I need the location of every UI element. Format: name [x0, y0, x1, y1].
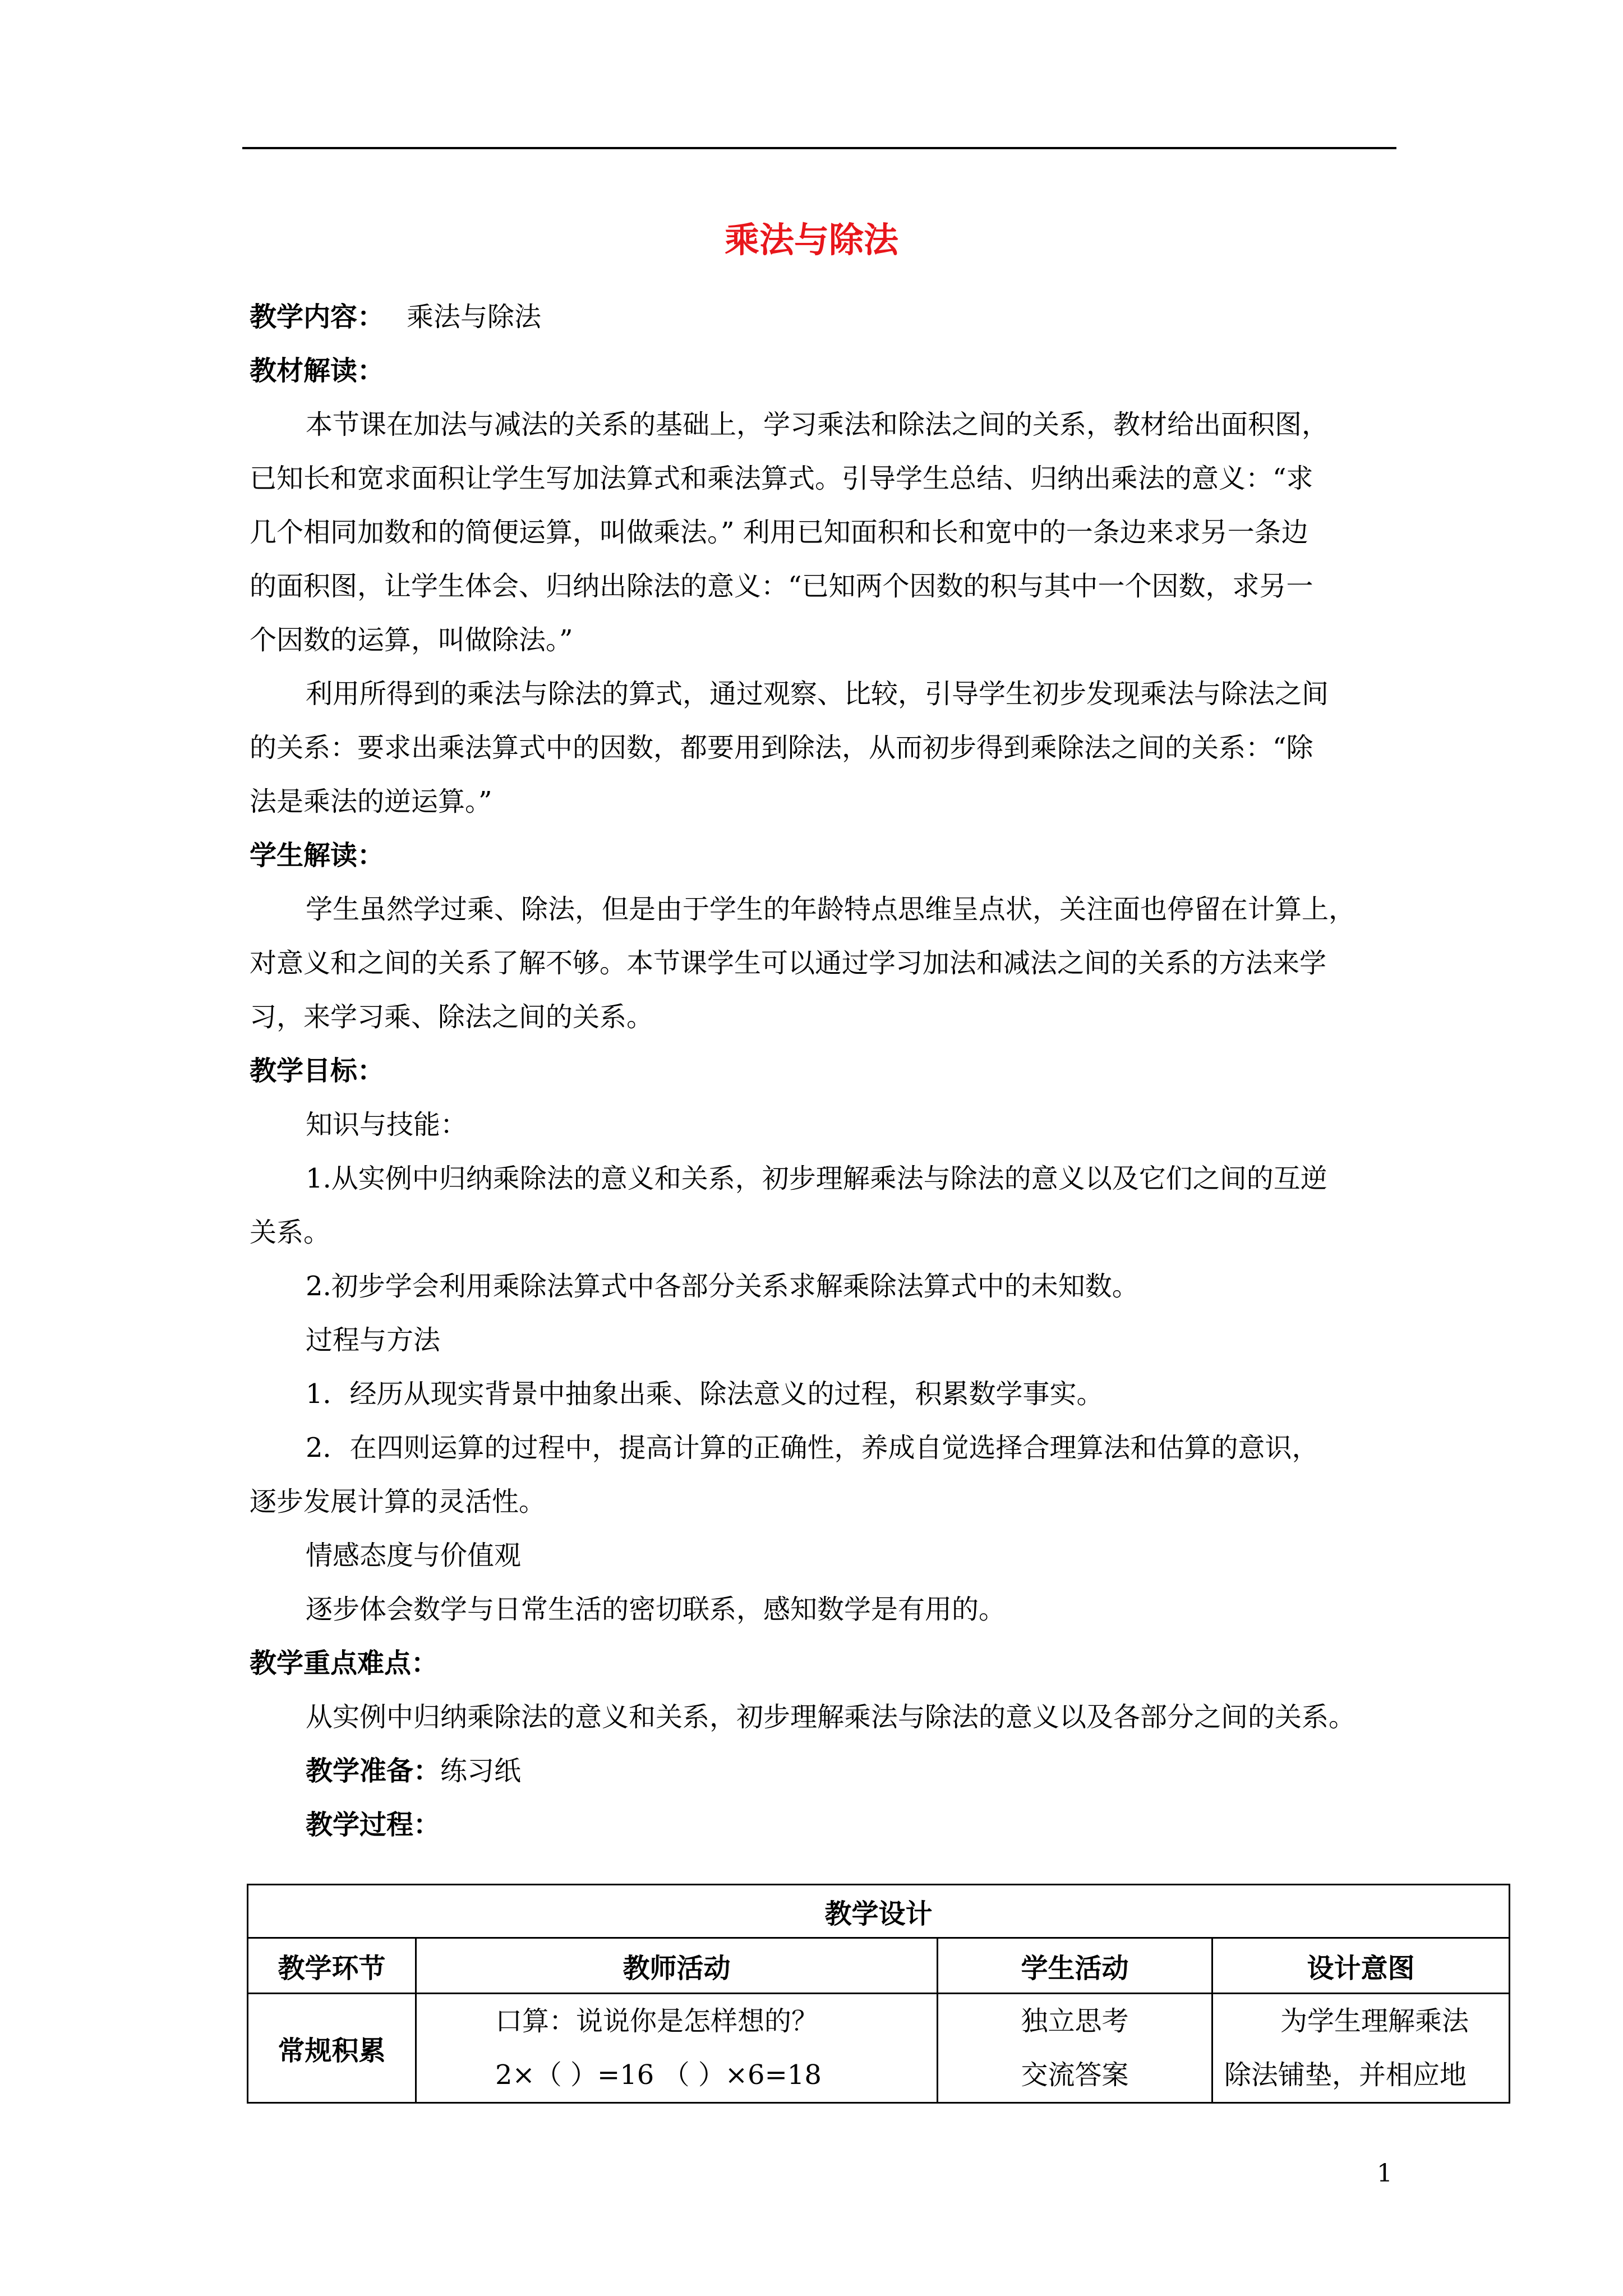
table-caption: 教学设计	[248, 1885, 1510, 1938]
key-points-text: 从实例中归纳乘除法的意义和关系，初步理解乘法与除法的意义以及各部分之间的关系。	[306, 1701, 1356, 1733]
content-value: 乘法与除法	[407, 301, 542, 333]
knowledge-item-2: 2.初步学会利用乘除法算式中各部分关系求解乘除法算式中的未知数。	[306, 1271, 1139, 1302]
textbook-p2-line: 的关系：要求出乘法算式中的因数，都要用到除法，从而初步得到乘除法之间的关系：“除	[250, 732, 1313, 763]
design-intent-line: 除法铺垫，并相应地	[1224, 2059, 1467, 2091]
content-label: 教学内容：	[250, 301, 385, 333]
textbook-p1-line: 本节课在加法与减法的关系的基础上，学习乘法和除法之间的关系，教材给出面积图，	[306, 409, 1329, 440]
textbook-p2-line: 利用所得到的乘法与除法的算式，通过观察、比较，引导学生初步发现乘法与除法之间	[306, 678, 1329, 710]
emotion-title: 情感态度与价值观	[306, 1540, 522, 1571]
student-activity-line: 交流答案	[1021, 2059, 1129, 2091]
process-title: 过程与方法	[306, 1324, 441, 1356]
document-title: 乘法与除法	[724, 219, 898, 260]
textbook-p1-line: 个因数的运算，叫做除法。”	[250, 624, 573, 656]
design-intent-line: 为学生理解乘法	[1280, 2005, 1469, 2037]
students-line: 习，来学习乘、除法之间的关系。	[250, 1001, 654, 1033]
teacher-activity-line: 2×（ ）=16 （ ）×6=18	[495, 2059, 822, 2091]
process-item-1: 1．经历从现实背景中抽象出乘、除法意义的过程，积累数学事实。	[306, 1378, 1104, 1410]
textbook-p1-line: 几个相同加数和的简便运算，叫做乘法。” 利用已知面积和长和宽中的一条边来求另一条边	[250, 517, 1308, 548]
table-header: 设计意图	[1212, 1938, 1510, 1994]
teacher-activity-cell	[416, 1994, 938, 2103]
textbook-heading: 教材解读：	[250, 355, 385, 386]
content-line	[250, 299, 541, 335]
table-row	[248, 1994, 1510, 2103]
students-heading: 学生解读：	[250, 840, 385, 871]
table-header: 学生活动	[938, 1938, 1212, 1994]
preparation-value: 练习纸	[440, 1755, 522, 1787]
key-points-heading: 教学重点难点：	[250, 1648, 439, 1679]
students-line: 学生虽然学过乘、除法，但是由于学生的年龄特点思维呈点状，关注面也停留在计算上，	[306, 894, 1356, 925]
emotion-item: 逐步体会数学与日常生活的密切联系，感知数学是有用的。	[306, 1594, 1006, 1625]
design-intent-cell	[1212, 1994, 1510, 2103]
textbook-p1-line: 已知长和宽求面积让学生写加法算式和乘法算式。引导学生总结、归纳出乘法的意义：“求	[250, 463, 1313, 494]
process-item-2-cont: 逐步发展计算的灵活性。	[250, 1486, 546, 1517]
textbook-p1-line: 的面积图，让学生体会、归纳出除法的意义：“已知两个因数的积与其中一个因数，求另一	[250, 570, 1313, 602]
process-heading: 教学过程：	[306, 1809, 441, 1841]
table-header: 教学环节	[248, 1938, 416, 1994]
teacher-activity-line: 口算：说说你是怎样想的？	[495, 2005, 819, 2037]
stage-cell: 常规积累	[248, 1994, 416, 2103]
page-number: 1	[1377, 2159, 1393, 2188]
knowledge-item-1-cont: 关系。	[250, 1217, 331, 1248]
knowledge-title: 知识与技能：	[306, 1109, 468, 1140]
student-activity-line: 独立思考	[1021, 2005, 1129, 2037]
table-header: 教师活动	[416, 1938, 938, 1994]
textbook-p2-line: 法是乘法的逆运算。”	[250, 786, 492, 817]
goals-heading: 教学目标：	[250, 1055, 385, 1087]
students-line: 对意义和之间的关系了解不够。本节课学生可以通过学习加法和减法之间的关系的方法来学	[250, 947, 1327, 979]
header-rule	[242, 147, 1396, 149]
teaching-design-table	[247, 1884, 1510, 2104]
preparation-line	[306, 1753, 521, 1789]
student-activity-cell	[938, 1994, 1212, 2103]
preparation-label: 教学准备：	[306, 1755, 441, 1787]
process-item-2: 2．在四则运算的过程中，提高计算的正确性，养成自觉选择合理算法和估算的意识，	[306, 1432, 1319, 1464]
knowledge-item-1: 1.从实例中归纳乘除法的意义和关系，初步理解乘法与除法的意义以及它们之间的互逆	[306, 1163, 1327, 1194]
table-header-row	[248, 1938, 1510, 1994]
